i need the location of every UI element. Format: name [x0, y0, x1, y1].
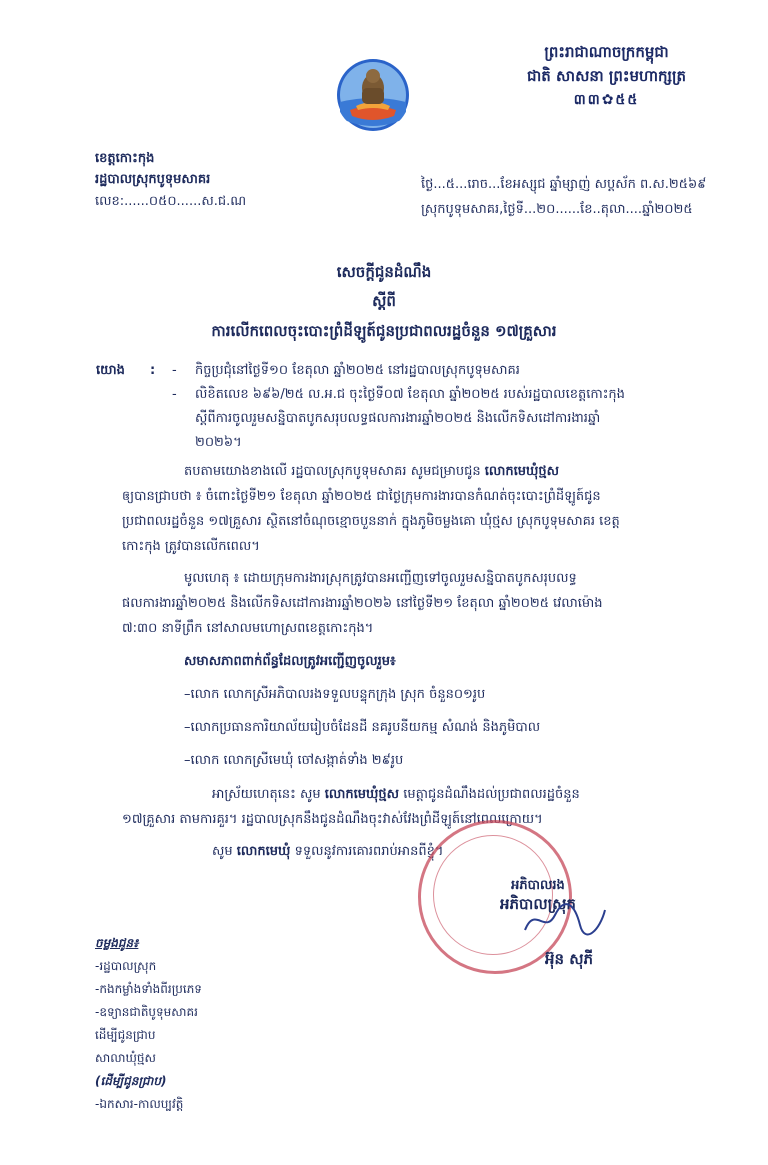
- member-item: –លោក លោកស្រីអភិបាលរងទទួលបន្ទុកក្រុង ស្រុក ចំនួន០១រូប: [184, 687, 486, 702]
- signatory-office: អភិបាលស្រុក: [500, 895, 576, 913]
- cc-item: -ឯកសារ-កាលប្បវត្តិ: [95, 1097, 184, 1111]
- reference-label: យោង: [96, 363, 125, 378]
- member-item: –លោកប្រធានការិយាល័យរៀបចំដែនដី នគរូបនីយកម្ម សំណង់ និងភូមិបាល: [184, 720, 541, 735]
- cc-title: ចម្លងជូន៖: [95, 936, 139, 950]
- addressee-title: លោកមេឃុំ: [236, 844, 291, 859]
- paragraph-3-line: ១៧គ្រួសារ តាមការគួរ។ រដ្ឋបាលស្រុកនឹងជូនដំណឹងចុះវាស់វែងព្រំដីឡូត៍នៅពេលក្រោយ។: [122, 812, 543, 827]
- solar-date: ស្រុកបូទុមសាគរ,ថ្ងៃទី...២០......ខែ..តុលា....ឆ្នាំ២០២៥: [421, 202, 693, 217]
- district-logo: [336, 58, 410, 132]
- paragraph-1-line: ឲ្យបានជ្រាបថា ៖ ចំពោះថ្ងៃទី២១ ខែតុលា ឆ្នាំ២០២៥ ជាថ្ងៃក្រុមការងារបានកំណត់ចុះបោះព្រំដីឡូត៍ជូន: [122, 489, 601, 504]
- paragraph-text: អាស្រ័យហេតុនេះ សូម: [212, 787, 321, 802]
- reference-item: កិច្ចប្រជុំនៅថ្ងៃទី១០ ខែតុលា ឆ្នាំ២០២៥ នៅរដ្ឋបាលស្រុកបូទុមសាគរ: [195, 363, 520, 378]
- reference-colon: :: [150, 363, 156, 378]
- paragraph-1-line: កោះកុង ត្រូវបានលើកពេល។: [122, 539, 260, 554]
- paragraph-1-line: ប្រជាពលរដ្ឋចំនួន ១៧គ្រួសារ ស្ថិតនៅចំណុចខ្មោចបួននាក់ ក្នុងភូមិចម្លងគោ ឃុំថ្មស ស្រុកបូទុមសាគរ ខេត្ត: [122, 514, 620, 529]
- paragraph-2-line: ៧:៣០ នាទីព្រឹក នៅសាលមហោស្រពខេត្តកោះកុង។: [122, 621, 374, 636]
- issuer-block: [95, 148, 210, 190]
- cc-list: [95, 932, 202, 1116]
- reference-item: លិខិតលេខ ៦៩៦/២៥ ល.អ.ជ ចុះថ្ងៃទី០៧ ខែតុលា ឆ្នាំ២០២៥ របស់រដ្ឋបាលខេត្តកោះកុង: [195, 387, 625, 402]
- ornament: ៣៣✿៥៥: [573, 92, 640, 108]
- national-motto: ជាតិ សាសនា ព្រះមហាក្សត្រ: [527, 67, 686, 85]
- reference-number: លេខ:......០៥០......ស.ជ.ណ: [95, 194, 247, 209]
- closing-text: សូម: [212, 844, 233, 859]
- lunar-date: ថ្ងៃ...៥...រោច...ខែអស្សុជ ឆ្នាំម្សាញ់ សប្តស័ក ព.ស.២៥៦៩: [421, 177, 707, 192]
- paragraph-text: តបតាមយោងខាងលើ រដ្ឋបាលស្រុកបូទុមសាគរ សូមជម្រាបជូន: [184, 464, 481, 479]
- paragraph-text: មេត្តាជូនដំណឹងដល់ប្រជាពលរដ្ឋចំនួន: [403, 787, 580, 802]
- signatory-name: អ៊ុន សុភី: [545, 950, 594, 968]
- cc-item: -កងកម្លាំងទាំងពីរប្រភេទ: [95, 982, 202, 996]
- reference-bullet: -: [172, 387, 177, 402]
- notice-title: សេចក្តីជូនដំណឹង: [336, 263, 432, 281]
- kingdom-header: [527, 40, 686, 112]
- addressee-name: លោកមេឃុំថ្មស: [484, 464, 559, 479]
- signatory-role: អភិបាលរង: [511, 878, 565, 893]
- member-item: –លោក លោកស្រីមេឃុំ ចៅសង្កាត់ទាំង ២៩រូប: [184, 753, 404, 768]
- handwritten-signature: [520, 900, 610, 940]
- notice-subject: ការលើកពេលចុះបោះព្រំដីឡូត៍ជូនប្រជាពលរដ្ឋចំនួន ១៧គ្រួសារ: [211, 322, 557, 340]
- cc-item: សាលាឃុំថ្មស: [95, 1051, 156, 1065]
- paragraph-3-line: [212, 785, 580, 804]
- kingdom-title: ព្រះរាជាណាចក្រកម្ពុជា: [544, 43, 669, 61]
- addressee-name: លោកមេឃុំថ្មស: [324, 787, 400, 802]
- cc-item: (ដើម្បីជូនជ្រាប): [95, 1074, 167, 1088]
- administration-name: រដ្ឋបាលស្រុកបូទុមសាគរ: [95, 172, 211, 187]
- closing-line: [212, 842, 443, 861]
- members-heading: សមាសភាពពាក់ព័ន្ធដែលត្រូវអញ្ជើញចូលរួម៖: [184, 654, 396, 669]
- closing-text: ទទួលនូវការគោរពរាប់អានពីខ្ញុំ។: [294, 844, 444, 859]
- reference-item: ស្តីពីការចូលរួមសន្និបាតបូកសរុបលទ្ធផលការងារឆ្នាំ២០២៥ និងលើកទិសដៅការងារឆ្នាំ: [195, 411, 601, 426]
- cc-item: -ឧទ្យានជាតិបូទុមសាគរ: [95, 1005, 198, 1019]
- reference-bullet: -: [172, 363, 177, 378]
- paragraph-1-line: [184, 462, 559, 481]
- province-name: ខេត្តកោះកុង: [95, 151, 155, 166]
- cc-item: -រដ្ឋបាលស្រុក: [95, 959, 157, 973]
- reference-item: ២០២៦។: [195, 435, 242, 450]
- subject-label: ស្តីពី: [372, 292, 396, 310]
- paragraph-2-line: ផលការងារឆ្នាំ២០២៥ និងលើកទិសដៅការងារឆ្នាំ២០២៦ នៅថ្ងៃទី២១ ខែតុលា ឆ្នាំ២០២៥ វេលាម៉ោង: [122, 596, 603, 611]
- cc-item: ដើម្បីជូនជ្រាប: [95, 1028, 156, 1042]
- paragraph-2-line: មូលហេតុ ៖ ដោយក្រុមការងារស្រុកត្រូវបានអញ្ជើញទៅចូលរួមសន្និបាតបូកសរុបលទ្ធ: [184, 571, 577, 586]
